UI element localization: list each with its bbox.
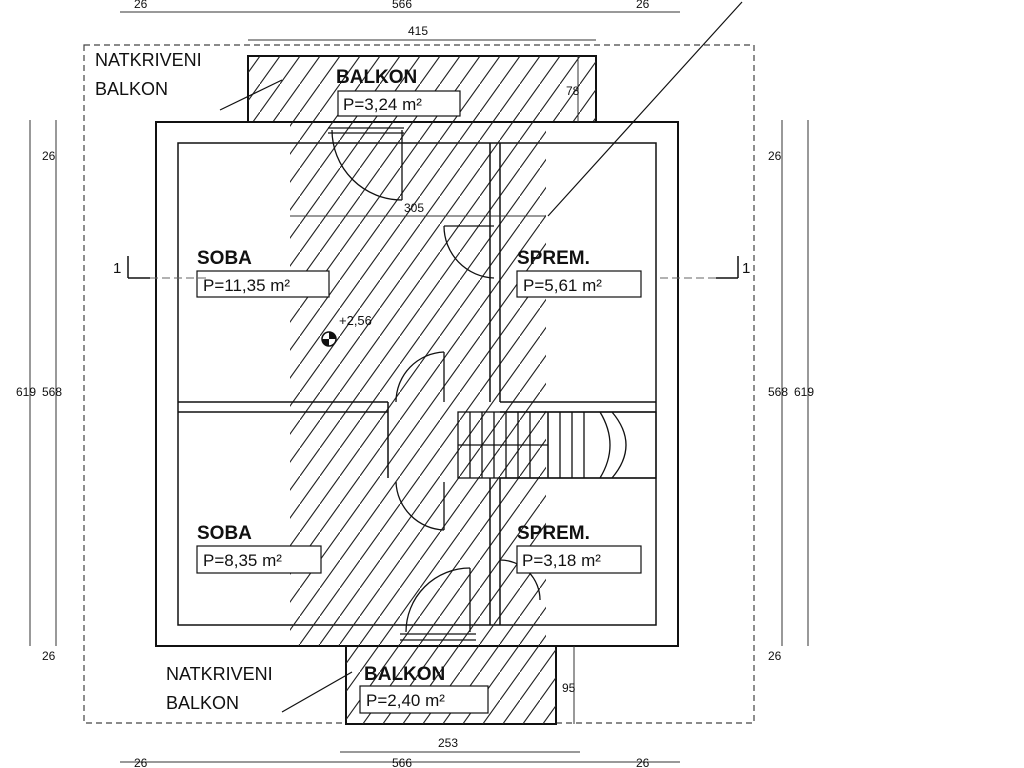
- bottom-balcony-area: P=2,40 m²: [366, 691, 445, 710]
- dim-left-26-top: 26: [42, 149, 56, 163]
- section-label-left: 1: [113, 260, 122, 277]
- dim-bottom-253: 253: [438, 736, 459, 750]
- section-marker-right: [716, 256, 738, 278]
- dim-mid-305: 305: [404, 201, 425, 215]
- covered-balcony-leader-bottom: [282, 672, 352, 712]
- dim-bottom-left-26: 26: [134, 756, 148, 768]
- dim-right-26-top: 26: [768, 149, 782, 163]
- dim-right-26-bottom: 26: [768, 649, 782, 663]
- covered-balcony-note-top-2: BALKON: [95, 79, 169, 99]
- dim-right-568: 568: [768, 385, 789, 399]
- dim-right-619: 619: [794, 385, 815, 399]
- dim-top-415: 415: [408, 24, 429, 38]
- room-area-bottom-right: P=3,18 m²: [522, 551, 601, 570]
- dim-bottom-95: 95: [562, 681, 576, 695]
- room-name-top-right: SPREM.: [517, 248, 590, 269]
- room-name-bottom-right: SPREM.: [517, 523, 590, 544]
- dim-top-78: 78: [566, 84, 580, 98]
- dim-top-right-26: 26: [636, 0, 650, 11]
- level-marker-icon: [322, 332, 336, 346]
- room-area-top-left: P=11,35 m²: [203, 276, 291, 295]
- room-area-bottom-left: P=8,35 m²: [203, 551, 282, 570]
- dim-top-left-26: 26: [134, 0, 148, 11]
- covered-balcony-note-bottom-1: NATKRIVENI: [166, 664, 273, 684]
- dim-top-566: 566: [392, 0, 413, 11]
- top-balcony-name: BALKON: [336, 67, 418, 88]
- bottom-balcony-name: BALKON: [364, 664, 446, 685]
- room-name-bottom-left: SOBA: [197, 523, 252, 544]
- room-name-top-left: SOBA: [197, 248, 252, 269]
- level-mark-text: +2,56: [339, 313, 372, 328]
- section-marker-left: [128, 256, 150, 278]
- section-label-right: 1: [742, 260, 751, 277]
- dim-bottom-right-26: 26: [636, 756, 650, 768]
- room-area-top-right: P=5,61 m²: [523, 276, 602, 295]
- dim-left-619: 619: [16, 385, 37, 399]
- covered-balcony-note-top-1: NATKRIVENI: [95, 50, 202, 70]
- dim-left-568: 568: [42, 385, 63, 399]
- dim-left-26-bottom: 26: [42, 649, 56, 663]
- dim-bottom-566: 566: [392, 756, 413, 768]
- top-balcony-area: P=3,24 m²: [343, 95, 422, 114]
- covered-balcony-note-bottom-2: BALKON: [166, 693, 240, 713]
